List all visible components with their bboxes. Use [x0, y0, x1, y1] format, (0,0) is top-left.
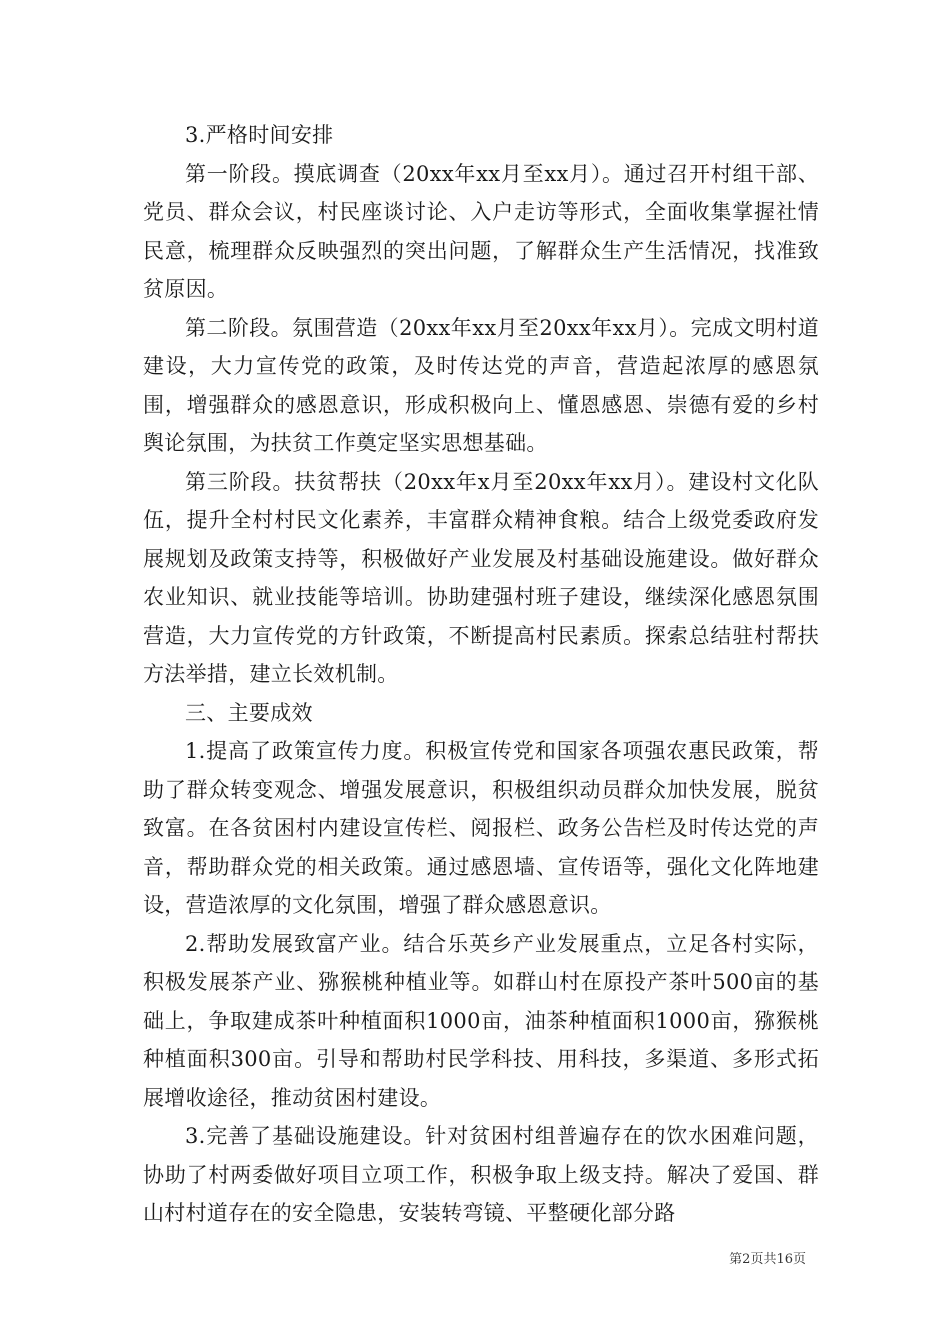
- paragraph-phase-one: 第一阶段。摸底调查（20xx年xx月至xx月）。通过召开村组干部、党员、群众会议，村民座谈讨论、入户走访等形式，全面收集掌握社情民意，梳理群众反映强烈的突出问题，了解群众生产生活情况，找准致贫原因。: [143, 161, 819, 301]
- page-number-footer: 第2页共16页: [729, 1252, 806, 1267]
- paragraph-result-infrastructure: 3.完善了基础设施建设。针对贫困村组普遍存在的饮水困难问题，协助了村两委做好项目立项工作，积极争取上级支持。解决了爱国、群山村村道存在的安全隐患，安装转弯镜、平整硬化部分路: [143, 1124, 819, 1225]
- section-heading-time-schedule: 3.严格时间安排: [185, 123, 334, 147]
- paragraph-phase-two: 第二阶段。氛围营造（20xx年xx月至20xx年xx月）。完成文明村道建设，大力宣传党的政策，及时传达党的声音，营造起浓厚的感恩氛围，增强群众的感恩意识，形成积极向上、懂恩感恩、崇德有爱的乡村舆论氛围，为扶贫工作奠定坚实思想基础。: [143, 315, 819, 455]
- paragraph-result-policy: 1.提高了政策宣传力度。积极宣传党和国家各项强农惠民政策，帮助了群众转变观念、增强发展意识，积极组织动员群众加快发展，脱贫致富。在各贫困村内建设宣传栏、阅报栏、政务公告栏及时传达党的声音，帮助群众党的相关政策。通过感恩墙、宣传语等，强化文化阵地建设，营造浓厚的文化氛围，增强了群众感恩意识。: [143, 739, 819, 917]
- document-body: [143, 116, 819, 1233]
- paragraph-phase-three: 第三阶段。扶贫帮扶（20xx年x月至20xx年xx月）。建设村文化队伍，提升全村村民文化素养，丰富群众精神食粮。结合上级党委政府发展规划及政策支持等，积极做好产业发展及村基础设施建设。做好群众农业知识、就业技能等培训。协助建强村班子建设，继续深化感恩氛围营造，大力宣传党的方针政策，不断提高村民素质。探索总结驻村帮扶方法举措，建立长效机制。: [143, 469, 819, 686]
- section-heading-main-results: 三、主要成效: [185, 700, 313, 725]
- paragraph-result-industry: 2.帮助发展致富产业。结合乐英乡产业发展重点，立足各村实际，积极发展茶产业、猕猴桃种植业等。如群山村在原投产茶叶500亩的基础上，争取建成茶叶种植面积1000亩，油茶种植面积1000亩，猕猴桃种植面积300亩。引导和帮助村民学科技、用科技，多渠道、多形式拓展增收途径，推动贫困村建设。: [143, 931, 819, 1110]
